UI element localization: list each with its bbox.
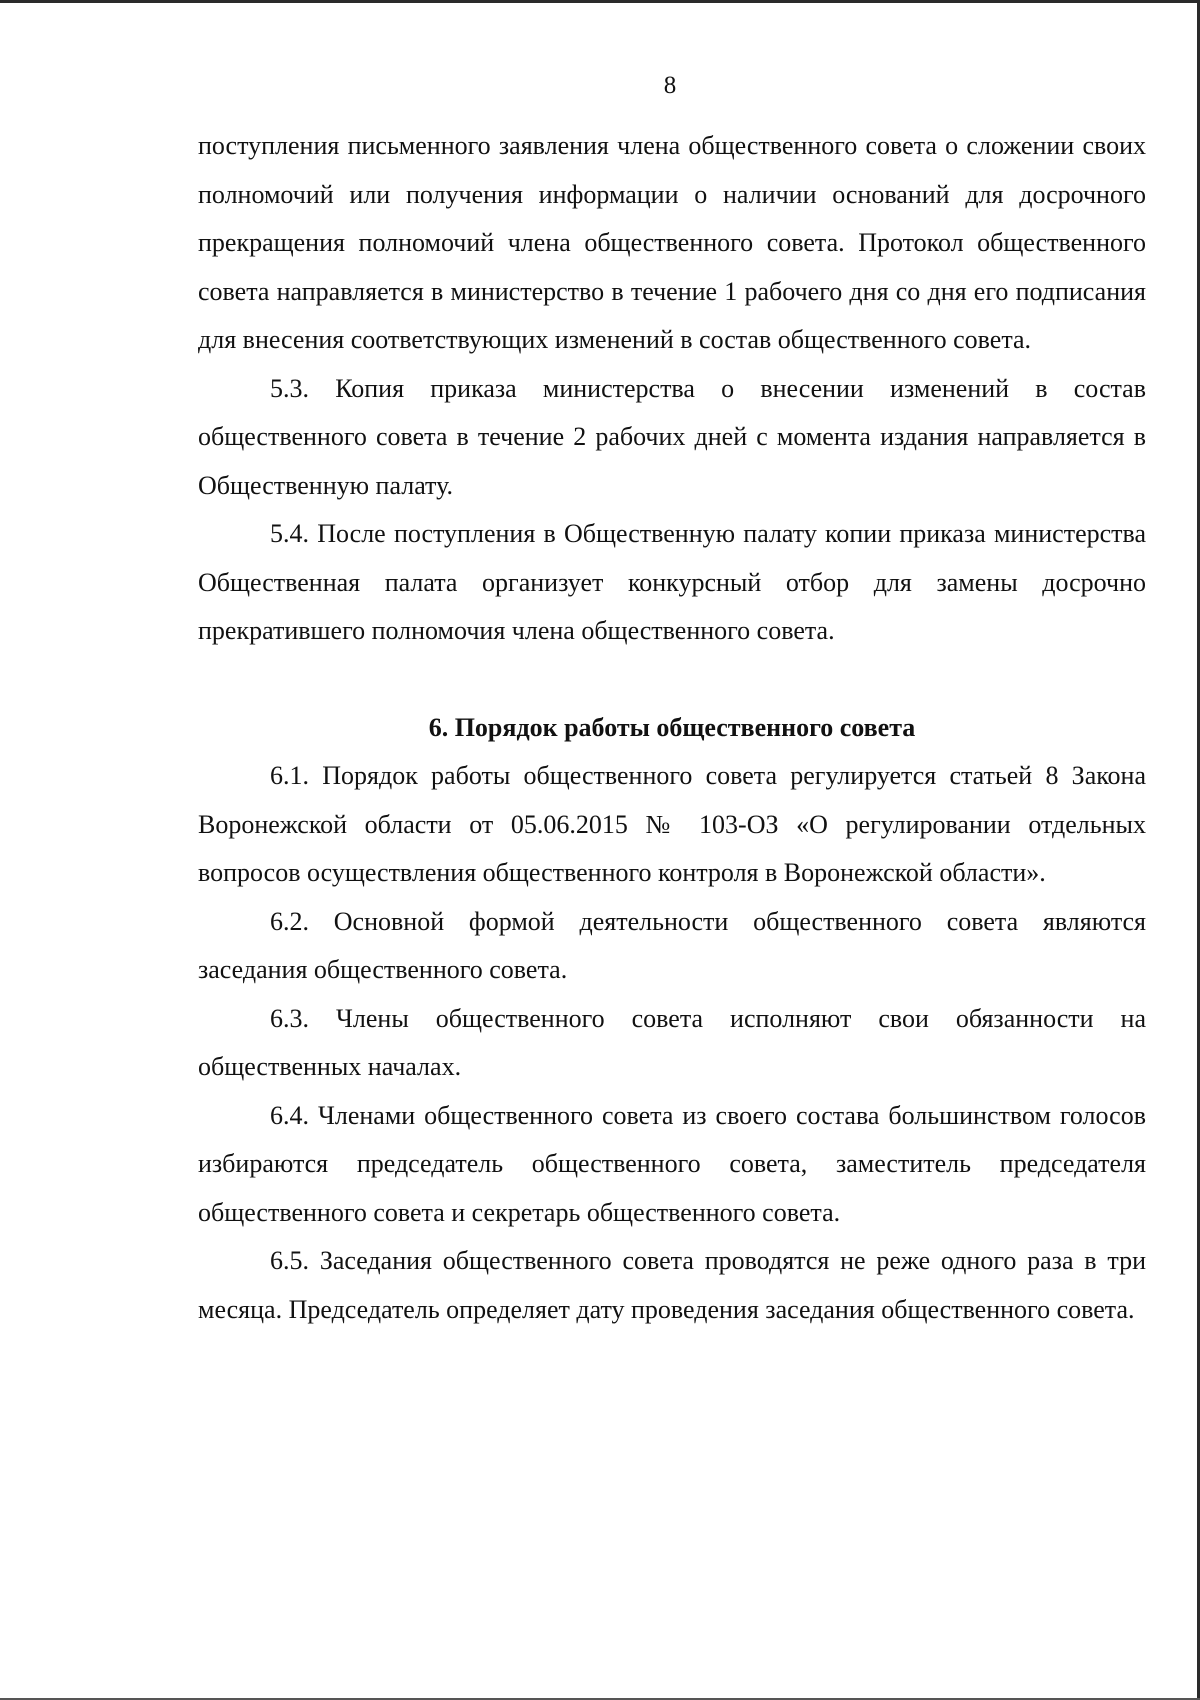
document-body	[198, 122, 1146, 1334]
paragraph-6-3: 6.3. Члены общественного совета исполняют свои обязанности на общественных началах.	[198, 1003, 1146, 1081]
paragraph-6-2: 6.2. Основной формой деятельности общественного совета являются заседания общественного совета.	[198, 906, 1146, 984]
scan-edge-top	[0, 0, 1200, 3]
paragraph-continuation: поступления письменного заявления члена общественного совета о сложении своих полномочий или получения информации о наличии оснований для досрочного прекращения полномочий члена общественного совета. Протокол общественного совета направляется в министерство в течение 1 рабочего дня со дня его подписания для внесения соответствующих изменений в состав общественного совета.	[198, 131, 1146, 354]
paragraph-6-4: 6.4. Членами общественного совета из своего состава большинством голосов избираются председатель общественного совета, заместитель председателя общественного совета и секретарь общественного совета.	[198, 1100, 1146, 1227]
paragraph-5-4: 5.4. После поступления в Общественную палату копии приказа министерства Общественная палата организует конкурсный отбор для замены досрочно прекратившего полномочия члена общественного совета.	[198, 519, 1146, 645]
paragraph-6-1: 6.1. Порядок работы общественного совета регулируется статьей 8 Закона Воронежской области от 05.06.2015 № 103-ОЗ «О регулировании отдельных вопросов осуществления общественного контроля в Воронежской области».	[198, 761, 1146, 887]
page-number: 8	[663, 72, 677, 99]
paragraph-6-5: 6.5. Заседания общественного совета проводятся не реже одного раза в три месяца. Председатель определяет дату проведения заседания общественного совета.	[198, 1246, 1146, 1324]
section-heading: 6. Порядок работы общественного совета	[428, 712, 916, 742]
paragraph-5-3: 5.3. Копия приказа министерства о внесении изменений в состав общественного совета в течение 2 рабочих дней с момента издания направляется в Общественную палату.	[198, 373, 1146, 500]
